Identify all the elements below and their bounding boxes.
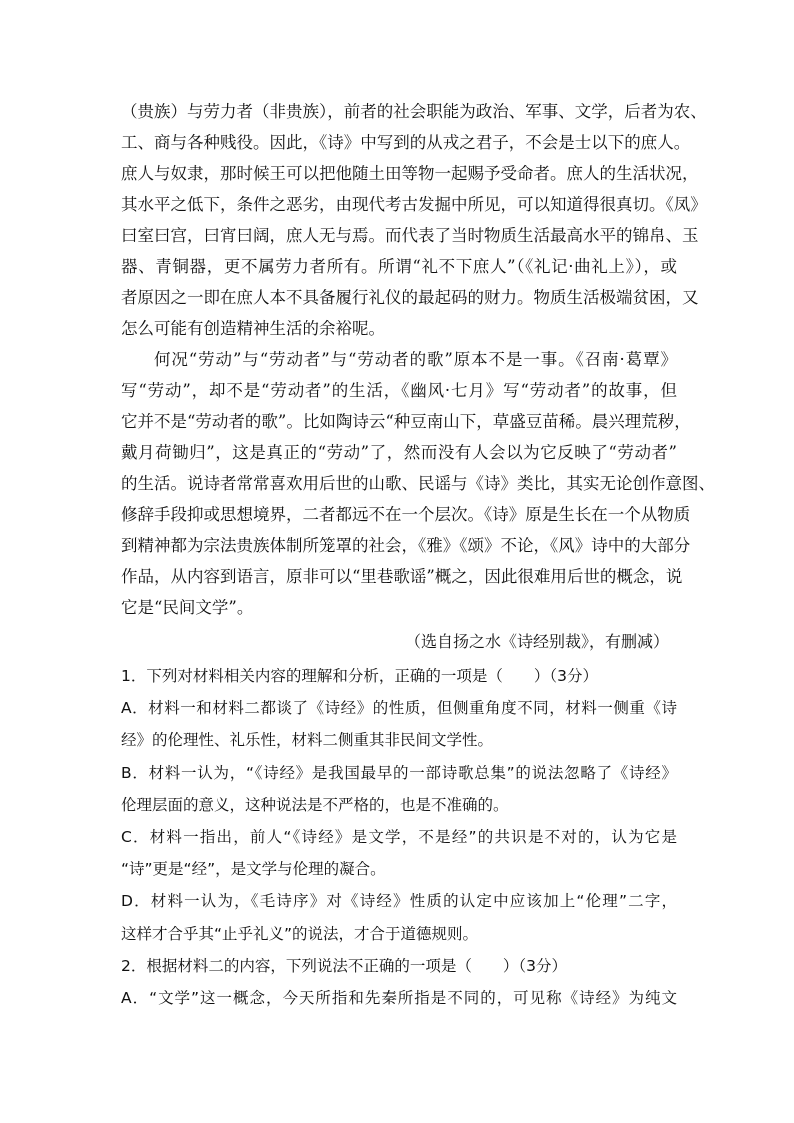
passage-line: 它是“民间文学”。 <box>121 598 254 617</box>
answer-option-c-continued: “诗”更是“经”，是文学与伦理的凝合。 <box>121 860 386 879</box>
passage-line: 何况“劳动”与“劳动者”与“劳动者的歌”原本不是一事。《召南·葛覃》 <box>154 350 677 369</box>
passage-line: 作品，从内容到语言，原非可以“里巷歌谣”概之，因此很难用后世的概念，说 <box>121 567 683 586</box>
passage-line: 曰室曰宫，曰宵曰阔，庶人无与焉。而代表了当时物质生活最高水平的锦帛、玉 <box>121 226 699 245</box>
passage-line: 的生活。说诗者常常喜欢用后世的山歌、民谣与《诗》类比，其实无论创作意图、 <box>121 474 715 493</box>
answer-option-b-continued: 伦理层面的意义，这种说法是不严格的，也是不准确的。 <box>121 795 509 814</box>
passage-source-citation: （选自扬之水《诗经别裁》，有删减） <box>404 632 669 651</box>
passage-line: 者原因之一即在庶人本不具备履行礼仪的最起码的财力。物质生活极端贫困，又 <box>121 288 699 307</box>
answer-option-a: A．材料一和材料二都谈了《诗经》的性质，但侧重角度不同，材料一侧重《诗 <box>121 699 677 718</box>
passage-line: 写“劳动”，却不是“劳动者”的生活，《幽风·七月》写“劳动者”的故事，但 <box>121 381 677 400</box>
question-section <box>121 660 677 1014</box>
passage-line: 修辞手段抑或思想境界，二者都远不在一个层次。《诗》原是生长在一个从物质 <box>121 505 691 524</box>
passage-line: 它并不是“劳动者的歌”。比如陶诗云“种豆南山下，草盛豆苗稀。晨兴理荒秽， <box>121 412 691 431</box>
passage-line: 工、商与各种贱役。因此，《诗》中写到的从戎之君子，不会是士以下的庶人。 <box>121 133 691 152</box>
passage-line: 到精神都为宗法贵族体制所笼罩的社会，《雅》《颂》不论，《风》诗中的大部分 <box>121 536 691 555</box>
answer-option-a: A．“文学”这一概念，今天所指和先秦所指是不同的，可见称《诗经》为纯文 <box>121 988 677 1007</box>
answer-option-a-continued: 经》的伦理性、礼乐性，材料二侧重其非民间文学性。 <box>121 731 494 750</box>
passage-line: 戴月荷锄归”，这是真正的“劳动”了，然而没有人会以为它反映了“劳动者” <box>121 443 677 462</box>
passage-line: 庶人与奴隶，那时候王可以把他随土田等物一起赐予受命者。庶人的生活状况， <box>121 164 699 183</box>
question-stem: 2．根据材料二的内容，下列说法不正确的一项是（ ）（3分） <box>121 956 567 975</box>
answer-option-c: C．材料一指出，前人“《诗经》是文学，不是经”的共识是不对的，认为它是 <box>121 827 677 846</box>
answer-option-d-continued: 这样才合乎其“止乎礼义”的说法，才合于道德规则。 <box>121 924 479 943</box>
question-stem: 1．下列对材料相关内容的理解和分析，正确的一项是（ ）（3分） <box>121 667 598 685</box>
passage-line: 其水平之低下，条件之恶劣，由现代考古发掘中所见，可以知道得很真切。《凤》 <box>121 195 707 214</box>
passage-line: 怎么可能有创造精神生活的余裕呢。 <box>121 319 385 338</box>
answer-option-d: D．材料一认为，《毛诗序》对《诗经》性质的认定中应该加上“伦理”二字， <box>121 892 677 911</box>
passage-line: 器、青铜器，更不属劳力者所有。所谓“礼不下庶人”（《礼记·曲礼上》），或 <box>121 257 677 276</box>
passage-line: （贵族）与劳力者（非贵族），前者的社会职能为政治、军事、文学，后者为农、 <box>121 102 707 121</box>
reading-passage <box>121 96 715 623</box>
answer-option-b: B．材料一认为，“《诗经》是我国最早的一部诗歌总集”的说法忽略了《诗经》 <box>121 763 677 782</box>
